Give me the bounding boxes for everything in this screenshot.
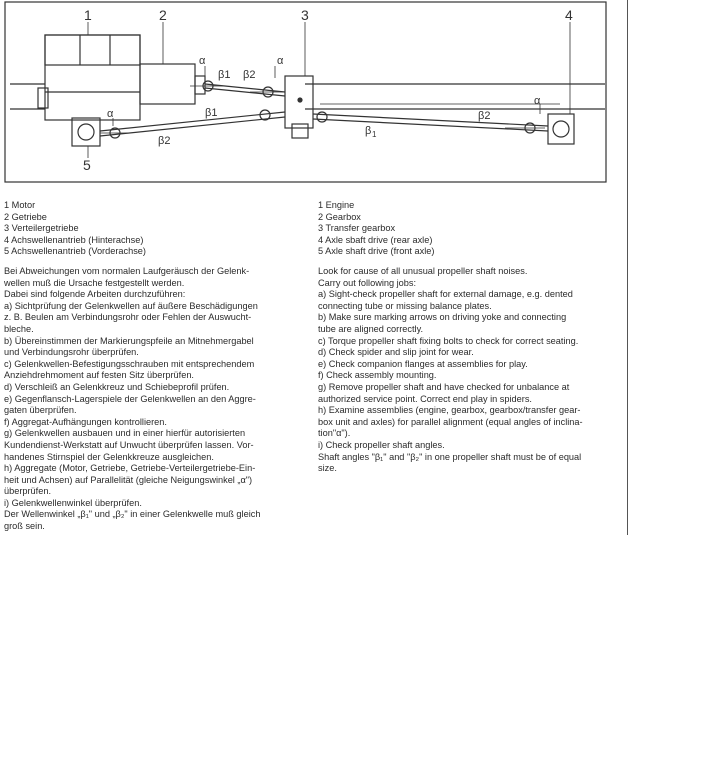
text-line: Carry out following jobs:	[318, 277, 417, 288]
text-line: e) Gegenflansch-Lagerspiele der Gelenkwellen an den Aggre-	[4, 393, 256, 404]
propeller-shaft-upper	[203, 81, 285, 97]
text-line: gaten überprüfen.	[4, 405, 77, 416]
text-line: i) Gelenkwellenwinkel überprüfen.	[4, 497, 142, 508]
text-line: box unit and axles) for parallel alignment (equal angles of inclina-	[318, 416, 583, 427]
beta1-label: β1	[218, 69, 231, 81]
legend-item: 4 Achswellenantrieb (Hinterachse)	[4, 234, 144, 245]
column-rule	[627, 0, 628, 535]
text-line: g) Gelenkwellen ausbauen und in einer hierfür autorisierten	[4, 428, 246, 439]
text-line: h) Aggregate (Motor, Getriebe, Getriebe-Verteilergetriebe-Ein-	[4, 463, 256, 474]
legend-english	[318, 200, 618, 258]
drivetrain-diagram	[0, 0, 722, 200]
beta2-label: β2	[243, 69, 256, 81]
text-line: connecting tube or missing balance plates.	[318, 300, 492, 311]
text-line: tion"α").	[318, 428, 351, 439]
legend-item: 5 Achswellenantrieb (Vorderachse)	[4, 246, 146, 257]
text-line: g) Remove propeller shaft and have checked for unbalance at	[318, 381, 570, 392]
instructions-german	[4, 266, 304, 533]
text-line: Bei Abweichungen vom normalen Laufgeräusch der Gelenk-	[4, 266, 250, 276]
beta-label: β	[365, 125, 372, 137]
text-line: z. B. Beulen am Verbindungsrohr oder Fehlen der Auswucht-	[4, 312, 252, 323]
propeller-shaft-rear	[313, 112, 548, 133]
legend-german	[4, 200, 304, 258]
alpha-label: α	[534, 95, 541, 107]
gearbox	[140, 64, 205, 104]
text-line: überprüfen.	[4, 486, 51, 497]
propeller-shaft-front	[100, 110, 285, 138]
text-line: Dabei sind folgende Arbeiten durchzuführen:	[4, 289, 186, 300]
text-line: Shaft angles "β₁" and "β₂" in one propeller shaft must be of equal	[318, 451, 582, 462]
text-line: authorized service point. Correct end play in spiders.	[318, 393, 532, 404]
beta1-label: β1	[205, 107, 218, 119]
text-line: i) Check propeller shaft angles.	[318, 439, 445, 450]
legend-item: 4 Axle sbaft drive (rear axle)	[318, 234, 433, 245]
text-line: a) Sight-check propeller shaft for external damage, e.g. dented	[318, 289, 573, 300]
alpha-label: α	[107, 108, 114, 120]
callout-5: 5	[83, 157, 91, 173]
text-line: size.	[318, 463, 337, 474]
text-line: b) Make sure marking arrows on driving yoke and connecting	[318, 312, 567, 323]
text-line: heit und Achsen) auf Parallelität (gleiche Neigungswinkel „α")	[4, 474, 253, 485]
text-line: d) Check spider and slip joint for wear.	[318, 347, 474, 358]
text-line: h) Examine assemblies (engine, gearbox, gearbox/transfer gear-	[318, 405, 581, 416]
text-line: f) Check assembly mounting.	[318, 370, 437, 381]
text-line: wellen muß die Ursache festgestellt werden.	[4, 277, 185, 288]
callout-1: 1	[84, 7, 92, 23]
rear-axle-drive	[548, 114, 574, 144]
text-line: a) Sichtprüfung der Gelenkwellen auf äußere Beschädigungen	[4, 300, 258, 311]
text-line: f) Aggregat-Aufhängungen kontrollieren.	[4, 416, 167, 427]
alpha-label: α	[199, 55, 206, 67]
beta2-label: β2	[478, 110, 491, 122]
text-line: bleche.	[4, 323, 34, 334]
text-line: tube are aligned correctly.	[318, 323, 424, 334]
beta2-label: β2	[158, 135, 171, 147]
front-axle-drive	[72, 118, 100, 146]
text-line: Look for cause of all unusual propeller shaft noises.	[318, 266, 528, 276]
transfer-gearbox	[285, 76, 313, 138]
text-line: c) Torque propeller shaft fixing bolts to check for correct seating.	[318, 335, 579, 346]
alpha-label: α	[277, 55, 284, 67]
text-line: und Verbindungsrohr überprüfen.	[4, 347, 139, 358]
text-line: Anziehdrehmoment auf festen Sitz überprüfen.	[4, 370, 194, 381]
legend-item: 1 Motor	[4, 200, 36, 210]
callout-3: 3	[301, 7, 309, 23]
legend-item: 5 Axle shaft drive (front axle)	[318, 246, 435, 257]
engine	[38, 35, 140, 120]
text-line: Der Wellenwinkel „β₁" und „β₂" in einer Gelenkwelle muß gleich	[4, 509, 261, 520]
text-line: groß sein.	[4, 521, 45, 532]
instructions-english	[318, 266, 618, 475]
legend-item: 2 Getriebe	[4, 211, 47, 222]
text-line: d) Verschleiß an Gelenkkreuz und Schiebeprofil prüfen.	[4, 381, 230, 392]
legend-item: 1 Engine	[318, 200, 355, 210]
text-line: Kundendienst-Werkstatt auf Unwucht überprüfen lassen. Vor-	[4, 439, 254, 450]
subscript: 1	[372, 130, 377, 139]
text-line: b) Übereinstimmen der Markierungspfeile an Mitnehmergabel	[4, 335, 254, 346]
callout-4: 4	[565, 7, 573, 23]
text-line: c) Gelenkwellen-Befestigungsschrauben mit entsprechendem	[4, 358, 255, 369]
callout-2: 2	[159, 7, 167, 23]
legend-item: 3 Transfer gearbox	[318, 223, 396, 234]
text-line: e) Check companion flanges at assemblies for play.	[318, 358, 528, 369]
text-line: handenes Stirnspiel der Gelenkkreuze ausgleichen.	[4, 451, 214, 462]
legend-item: 2 Gearbox	[318, 211, 361, 222]
legend-item: 3 Verteilergetriebe	[4, 223, 79, 234]
